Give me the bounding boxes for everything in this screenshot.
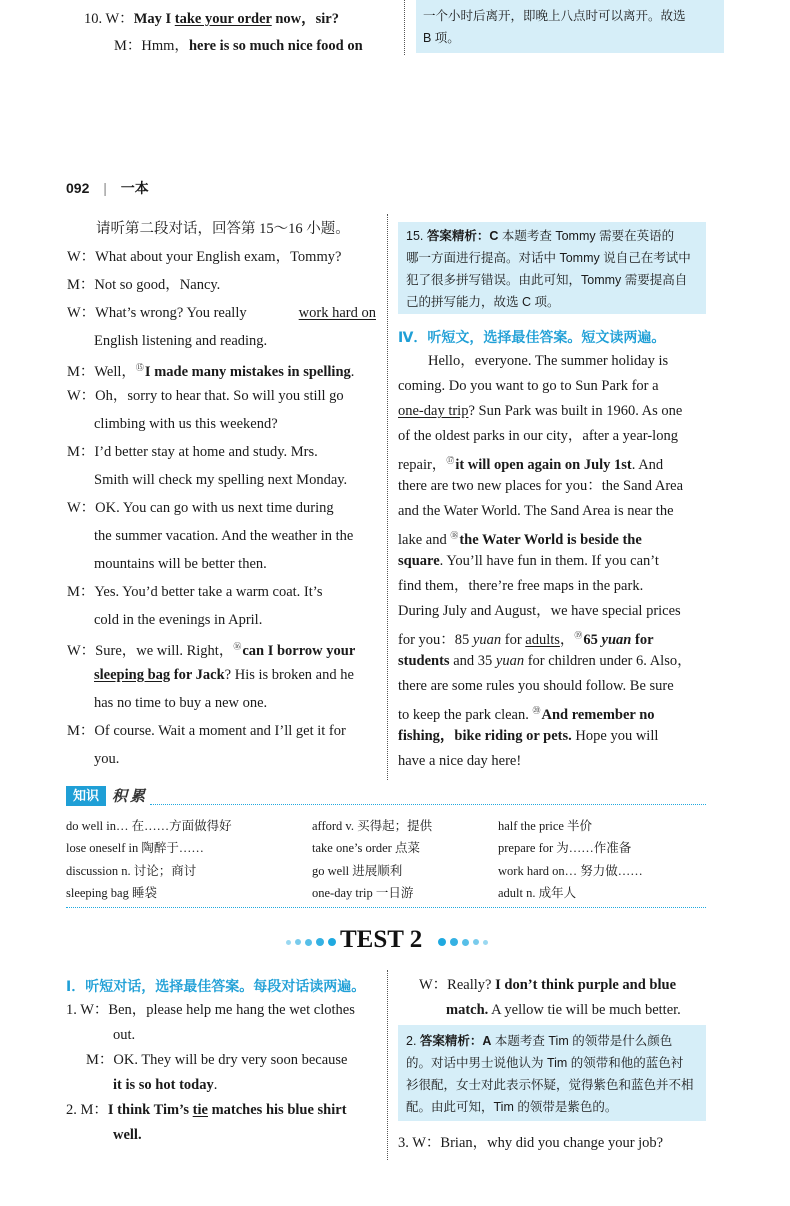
passage-line-3: one-day trip? Sun Park was built in 1960. As one bbox=[398, 403, 683, 419]
passage-line-12: for you：85 yuan for adults，⑲65 yuan for bbox=[398, 631, 654, 648]
test2-section-1-heading: Ⅰ．听短对话，选择最佳答案。每段对话读两遍。 bbox=[66, 978, 366, 994]
box2-line4: 配。由此可知，Tim 的领带是紫色的。 bbox=[406, 1100, 618, 1114]
gloss-item: do well in… 在……方面做得好 bbox=[66, 819, 232, 833]
test2-column-separator bbox=[387, 970, 388, 1160]
box15-line2: 哪一方面进行提高。对话中 Tommy 说自己在考试中 bbox=[406, 251, 691, 265]
test2-q1-line4: it is so hot today. bbox=[113, 1077, 218, 1093]
knowledge-top-rule bbox=[150, 804, 706, 805]
dialogue-line-16: sleeping bag for Jack? His is broken and he bbox=[94, 667, 354, 683]
passage-line-13: students and 35 yuan for children under 6. Also， bbox=[398, 653, 692, 669]
top-column-separator bbox=[404, 0, 405, 55]
brand-logo: 一本 bbox=[120, 181, 149, 197]
test2-q2-line1: 2. M：I think Tim’s tie matches his blue shirt bbox=[66, 1102, 347, 1118]
dialogue-line-15: W：Sure，we will. Right，⑯can I borrow your bbox=[67, 642, 356, 659]
knowledge-tag-brush: 积累 bbox=[112, 789, 149, 805]
dialogue-line-3: W：What’s wrong? You really work hard on bbox=[67, 305, 376, 321]
dialogue-line-10: W：OK. You can go with us next time during bbox=[67, 500, 334, 516]
test2-q1-line2: out. bbox=[113, 1027, 136, 1043]
gloss-item: go well 进展顺利 bbox=[312, 864, 403, 878]
dialogue-line-18: M：Of course. Wait a moment and I’ll get it for bbox=[67, 723, 346, 739]
top-answer-box bbox=[416, 0, 724, 53]
answer-box-2 bbox=[398, 1025, 706, 1121]
passage-line-8: lake and ⑱the Water World is beside the bbox=[398, 531, 642, 548]
passage-line-16: fishing，bike riding or pets. Hope you will bbox=[398, 728, 659, 744]
top-box-line2: B 项。 bbox=[423, 31, 460, 45]
dialogue-line-14: cold in the evenings in April. bbox=[94, 612, 263, 628]
dialogue-line-9: Smith will check my spelling next Monday. bbox=[94, 472, 348, 488]
gloss-item: sleeping bag 睡袋 bbox=[66, 886, 157, 900]
passage-line-15: to keep the park clean. ⑳And remember no bbox=[398, 706, 655, 723]
dialogue-line-17: has no time to buy a new one. bbox=[94, 695, 268, 711]
passage-line-6: there are two new places for you：the Sand Area bbox=[398, 478, 684, 494]
test2-q2-line2: well. bbox=[113, 1127, 142, 1143]
q10-m-line: M：Hmm，here is so much nice food on bbox=[114, 38, 363, 54]
test2-title: TEST 2 bbox=[340, 926, 423, 953]
box15-line1: 15. 答案精析：C 本题考查 Tommy 需要在英语的 bbox=[406, 229, 675, 243]
knowledge-bottom-rule bbox=[66, 907, 706, 908]
passage-line-1: Hello，everyone. The summer holiday is bbox=[428, 353, 669, 369]
answer-box-15 bbox=[398, 222, 706, 314]
dialogue-line-12: mountains will be better then. bbox=[94, 556, 267, 572]
passage-line-2: coming. Do you want to go to Sun Park for a bbox=[398, 378, 659, 394]
page-header bbox=[66, 178, 149, 198]
test2-reply-line2: match. A yellow tie will be much better. bbox=[446, 1002, 681, 1018]
dialogue-line-8: M：I’d better stay at home and study. Mrs. bbox=[67, 444, 318, 460]
dialogue-line-11: the summer vacation. And the weather in the bbox=[94, 528, 354, 544]
passage-line-17: have a nice day here! bbox=[398, 753, 522, 769]
passage-line-9: square. You’ll have fun in them. If you can’t bbox=[398, 553, 659, 569]
box2-line2: 的。对话中男士说他认为 Tim 的领带和他的蓝色衬 bbox=[406, 1056, 684, 1070]
box2-line3: 衫很配，女士对此表示怀疑，觉得紫色和蓝色并不相 bbox=[406, 1078, 694, 1092]
passage-line-11: During July and August，we have special prices bbox=[398, 603, 681, 619]
dialogue-line-7: climbing with us this weekend? bbox=[94, 416, 278, 432]
dialogue-line-13: M：Yes. You’d better take a warm coat. It’s bbox=[67, 584, 323, 600]
section-4-heading: Ⅳ．听短文，选择最佳答案。短文读两遍。 bbox=[398, 329, 666, 345]
test2-q1-line1: 1. W：Ben，please help me hang the wet clothes bbox=[66, 1002, 355, 1018]
dialogue-intro: 请听第二段对话，回答第 15～16 小题。 bbox=[96, 221, 350, 237]
passage-line-5: repair，⑰it will open again on July 1st. And bbox=[398, 456, 664, 473]
header-separator: | bbox=[103, 180, 107, 196]
gloss-item: adult n. 成年人 bbox=[498, 886, 577, 900]
middle-column-separator bbox=[387, 214, 388, 780]
passage-line-7: and the Water World. The Sand Area is near the bbox=[398, 503, 674, 519]
gloss-item: work hard on… 努力做…… bbox=[498, 864, 643, 878]
knowledge-tag: 知识 bbox=[66, 786, 106, 806]
test2-q3-line1: 3. W：Brian，why did you change your job? bbox=[398, 1135, 664, 1151]
dialogue-line-1: W：What about your English exam，Tommy? bbox=[67, 249, 342, 265]
gloss-item: take one’s order 点菜 bbox=[312, 841, 420, 855]
top-box-line1: 一个小时后离开，即晚上八点时可以离开。故选 bbox=[423, 9, 686, 23]
box15-line3: 犯了很多拼写错误。由此可知，Tommy 需要提高自 bbox=[406, 273, 688, 287]
dialogue-line-2: M：Not so good，Nancy. bbox=[67, 277, 221, 293]
test2-q1-line3: M：OK. They will be dry very soon because bbox=[86, 1052, 348, 1068]
gloss-item: prepare for 为……作准备 bbox=[498, 841, 632, 855]
passage-line-4: of the oldest parks in our city，after a year-long bbox=[398, 428, 678, 444]
dialogue-line-5: M：Well，⑮I made many mistakes in spelling. bbox=[67, 363, 355, 380]
dialogue-line-19: you. bbox=[94, 751, 120, 767]
page-number: 092 bbox=[66, 180, 90, 196]
dialogue-line-4: English listening and reading. bbox=[94, 333, 268, 349]
passage-line-10: find them，there’re free maps in the park. bbox=[398, 578, 644, 594]
dialogue-line-6: W：Oh，sorry to hear that. So will you still go bbox=[67, 388, 344, 404]
gloss-item: lose oneself in 陶醉于…… bbox=[66, 841, 204, 855]
title-dots-left bbox=[284, 937, 338, 947]
gloss-item: afford v. 买得起；提供 bbox=[312, 819, 433, 833]
title-dots-right bbox=[436, 937, 490, 947]
gloss-item: discussion n. 讨论；商讨 bbox=[66, 864, 197, 878]
test2-reply-line1: W：Really? I don’t think purple and blue bbox=[419, 977, 677, 993]
q10-w-line: 10. W：May I take your order now，sir? bbox=[84, 11, 339, 27]
box15-line4: 己的拼写能力，故选 C 项。 bbox=[406, 295, 560, 309]
passage-line-14: there are some rules you should follow. Be sure bbox=[398, 678, 674, 694]
gloss-item: one-day trip 一日游 bbox=[312, 886, 414, 900]
gloss-item: half the price 半价 bbox=[498, 819, 593, 833]
box2-line1: 2. 答案精析：A 本题考查 Tim 的领带是什么颜色 bbox=[406, 1034, 673, 1048]
